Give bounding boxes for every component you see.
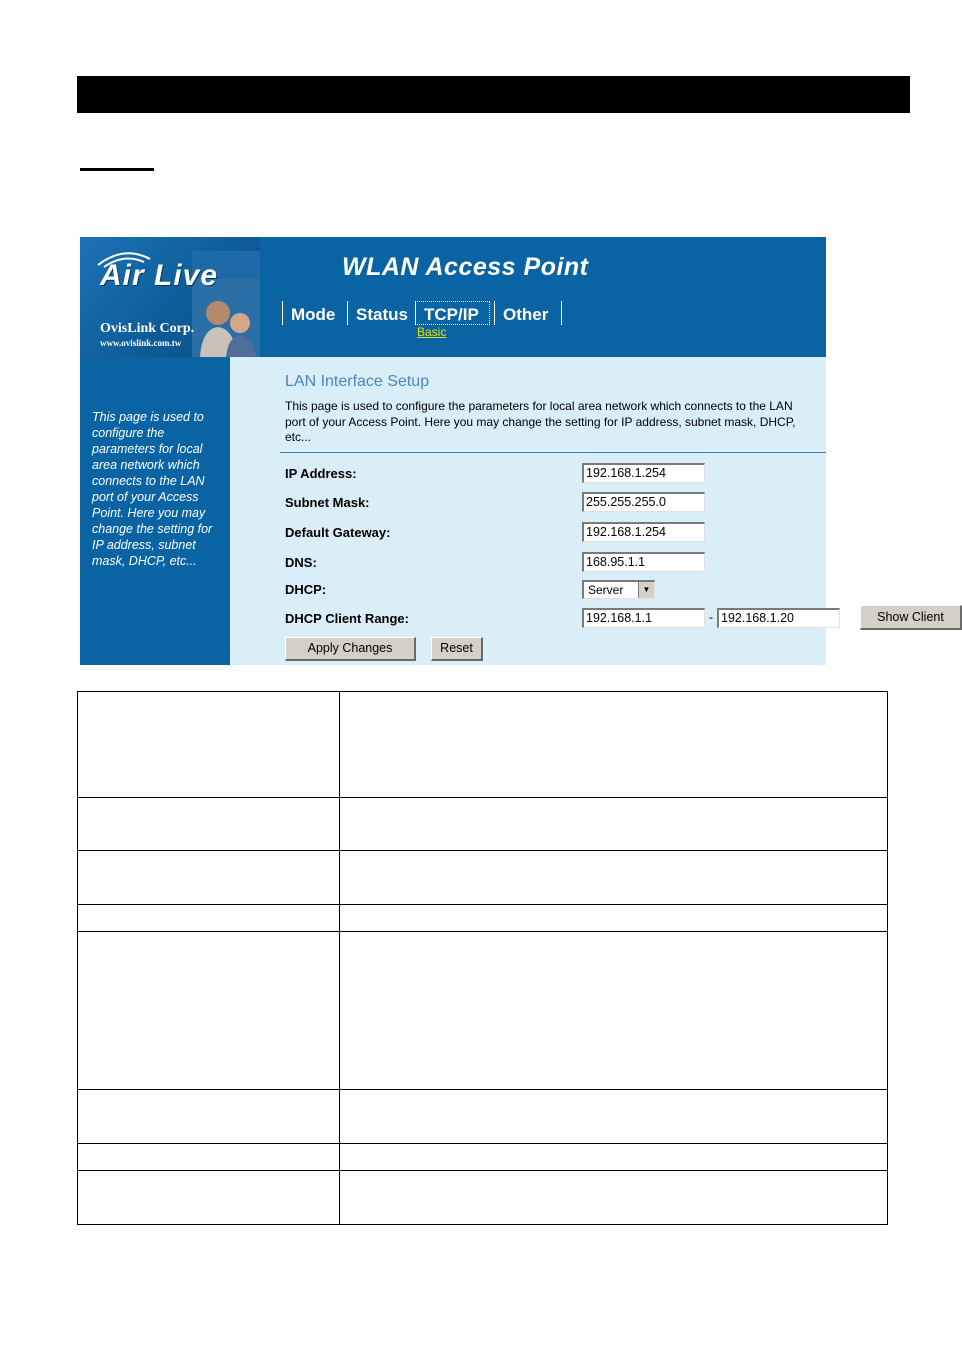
section-description: This page is used to configure the parameters for local area network which connects to the LAN port of your Access Point. Here you may change the setting for IP address, subnet mask, DHCP, etc... [285,399,796,444]
ip-address-input[interactable]: 192.168.1.254 [582,463,705,483]
tab-mode[interactable]: Mode [282,301,343,325]
tab-other[interactable]: Other [494,301,562,325]
table-cell [340,1144,888,1171]
brand-panel [80,237,260,357]
corp-url: www.ovislink.com.tw [100,338,182,348]
dhcp-selected-value: Server [588,583,624,597]
dhcp-select[interactable] [582,580,655,599]
table-row [78,692,888,798]
default-gateway-input[interactable]: 192.168.1.254 [582,522,705,542]
content-panel [230,357,944,665]
table-cell [78,1090,340,1144]
chevron-down-icon[interactable]: ▼ [638,582,654,598]
heading-underline [80,168,154,171]
table-cell [78,1144,340,1171]
table-cell [78,692,340,798]
range-separator: - [709,610,713,624]
page-header-bar [77,76,910,113]
dns-input[interactable]: 168.95.1.1 [582,552,705,572]
dhcp-range-end-input[interactable]: 192.168.1.20 [717,608,840,628]
section-title: LAN Interface Setup [285,373,430,390]
dns-label: DNS: [285,555,317,570]
table-row [78,1090,888,1144]
default-gateway-label: Default Gateway: [285,525,391,540]
subnet-mask-label: Subnet Mask: [285,495,370,510]
ip-address-label: IP Address: [285,466,357,481]
table-cell [340,932,888,1090]
dhcp-label: DHCP: [285,582,327,597]
table-row [78,851,888,905]
table-cell [78,798,340,851]
dhcp-range-start-input[interactable]: 192.168.1.1 [582,608,705,628]
table-row [78,798,888,851]
section-divider [280,452,826,453]
table-row [78,1171,888,1225]
tab-status[interactable]: Status [347,301,416,325]
table-cell [340,692,888,798]
table-cell [340,1090,888,1144]
sidebar-help-text: This page is used to configure the parameters for local area network which connects to the LAN port of your Access Point. Here you may change the setting for IP address, subnet mask, DHCP, etc... [92,410,213,568]
airlive-logo: Air Live [100,259,219,292]
table-cell [78,905,340,932]
dhcp-range-label: DHCP Client Range: [285,611,409,626]
subtab-basic[interactable]: Basic [417,325,447,339]
apply-changes-button[interactable]: Apply Changes [285,637,416,661]
subnet-mask-input[interactable]: 255.255.255.0 [582,492,705,512]
router-ui-screenshot [80,237,944,665]
show-client-button[interactable]: Show Client [860,605,962,630]
table-cell [78,932,340,1090]
table-cell [340,798,888,851]
corp-name: OvisLink Corp. [100,321,195,336]
table-row [78,932,888,1090]
table-row [78,905,888,932]
tab-tcpip[interactable]: TCP/IP [415,301,490,325]
table-row [78,1144,888,1171]
sidebar [80,357,230,665]
reset-button[interactable]: Reset [431,637,483,661]
table-cell [78,851,340,905]
description-table [77,691,888,1225]
table-cell [78,1171,340,1225]
app-title: WLAN Access Point [342,253,589,281]
app-header [80,237,826,357]
table-cell [340,851,888,905]
table-cell [340,1171,888,1225]
table-cell [340,905,888,932]
